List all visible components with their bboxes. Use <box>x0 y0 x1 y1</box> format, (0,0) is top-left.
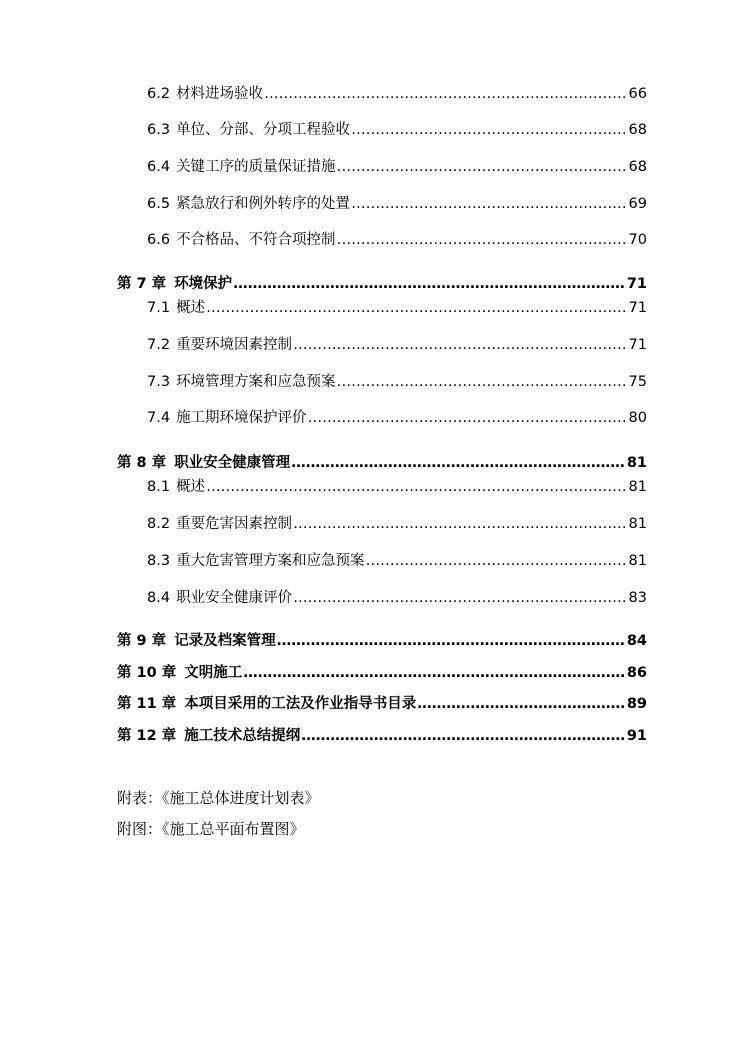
toc-entry-number: 6.6 <box>147 232 171 248</box>
toc-entry-page: 68 <box>628 122 647 138</box>
toc-chapter-entry[interactable] <box>117 697 647 712</box>
toc-entry-title: 重要危害因素控制 <box>176 516 293 532</box>
toc-entry-title: 重大危害管理方案和应急预案 <box>176 553 365 569</box>
toc-entry[interactable] <box>147 517 647 532</box>
appendix-figure-reference: 附图：《施工总平面布置图》 <box>117 820 305 838</box>
toc-entry[interactable] <box>147 338 647 353</box>
toc-entry-title: 不合格品、不符合项控制 <box>176 232 336 248</box>
toc-entry-title: 施工期环境保护评价 <box>176 410 307 426</box>
toc-entry-title: 职业安全健康评价 <box>176 590 293 606</box>
toc-chapter-page: 89 <box>626 696 647 712</box>
toc-entry-page: 75 <box>628 374 647 390</box>
toc-entry[interactable] <box>147 591 647 606</box>
toc-entry-page: 80 <box>628 410 647 426</box>
toc-entry-title: 材料进场验收 <box>176 86 264 102</box>
toc-chapter-title: 环境保护 <box>174 276 233 292</box>
appendix-table-reference: 附表：《施工总体进度计划表》 <box>117 789 320 807</box>
toc-entry-number: 8.3 <box>147 553 171 569</box>
toc-chapter-title: 记录及档案管理 <box>174 633 276 649</box>
toc-chapter-title: 职业安全健康管理 <box>174 455 291 471</box>
toc-chapter-entry[interactable] <box>117 729 647 744</box>
toc-entry-number: 8.2 <box>147 516 171 532</box>
toc-entry-number: 7.2 <box>147 337 171 353</box>
toc-entry[interactable] <box>147 480 647 495</box>
toc-entry-number: 6.4 <box>147 159 171 175</box>
toc-entry-number: 8.1 <box>147 479 171 495</box>
dot-leader <box>351 123 627 138</box>
dot-leader <box>206 301 627 316</box>
dot-leader <box>301 729 626 744</box>
toc-chapter-page: 91 <box>626 728 647 744</box>
toc-entry-title: 重要环境因素控制 <box>176 337 293 353</box>
toc-chapter-entry[interactable] <box>117 277 647 292</box>
dot-leader <box>264 87 627 102</box>
toc-chapter-title: 本项目采用的工法及作业指导书目录 <box>184 696 417 712</box>
toc-chapter-title: 文明施工 <box>184 665 243 681</box>
dot-leader <box>337 375 628 390</box>
toc-entry-page: 83 <box>628 590 647 606</box>
toc-chapter-number: 第 11 章 <box>117 696 177 712</box>
dot-leader <box>337 160 628 175</box>
toc-entry-number: 7.1 <box>147 300 171 316</box>
toc-entry[interactable] <box>147 375 647 390</box>
toc-entry[interactable] <box>147 411 647 426</box>
toc-chapter-page: 84 <box>626 633 647 649</box>
toc-chapter-number: 第 10 章 <box>117 665 177 681</box>
toc-entry-page: 81 <box>628 479 647 495</box>
dot-leader <box>308 411 628 426</box>
toc-entry-number: 6.3 <box>147 122 171 138</box>
dot-leader <box>291 456 626 471</box>
toc-entry[interactable] <box>147 197 647 212</box>
toc-entry-title: 环境管理方案和应急预案 <box>176 374 336 390</box>
dot-leader <box>351 197 627 212</box>
toc-entry[interactable] <box>147 123 647 138</box>
toc-entry-number: 7.4 <box>147 410 171 426</box>
toc-entry-page: 68 <box>628 159 647 175</box>
toc-chapter-number: 第 8 章 <box>117 455 167 471</box>
toc-entry-number: 7.3 <box>147 374 171 390</box>
toc-entry-number: 6.5 <box>147 196 171 212</box>
toc-entry-page: 71 <box>628 300 647 316</box>
toc-entry-title: 关键工序的质量保证措施 <box>176 159 336 175</box>
toc-entry-page: 81 <box>628 553 647 569</box>
toc-chapter-number: 第 12 章 <box>117 728 177 744</box>
dot-leader <box>293 517 627 532</box>
dot-leader <box>417 697 626 712</box>
dot-leader <box>293 338 627 353</box>
toc-entry[interactable] <box>147 87 647 102</box>
toc-entry-number: 6.2 <box>147 86 171 102</box>
toc-chapter-entry[interactable] <box>117 634 647 649</box>
toc-chapter-page: 71 <box>626 276 647 292</box>
toc-entry[interactable] <box>147 301 647 316</box>
toc-chapter-number: 第 9 章 <box>117 633 167 649</box>
dot-leader <box>293 591 627 606</box>
toc-entry-title: 单位、分部、分项工程验收 <box>176 122 351 138</box>
toc-entry-page: 81 <box>628 516 647 532</box>
toc-entry-number: 8.4 <box>147 590 171 606</box>
toc-entry-page: 70 <box>628 232 647 248</box>
dot-leader <box>277 634 626 649</box>
dot-leader <box>337 233 628 248</box>
toc-chapter-page: 86 <box>626 665 647 681</box>
toc-entry[interactable] <box>147 160 647 175</box>
toc-chapter-number: 第 7 章 <box>117 276 167 292</box>
dot-leader <box>206 480 627 495</box>
toc-entry-page: 69 <box>628 196 647 212</box>
dot-leader <box>243 666 626 681</box>
toc-chapter-title: 施工技术总结提纲 <box>184 728 301 744</box>
dot-leader <box>233 277 626 292</box>
toc-entry-page: 71 <box>628 337 647 353</box>
toc-chapter-entry[interactable] <box>117 456 647 471</box>
toc-entry[interactable] <box>147 233 647 248</box>
toc-entry[interactable] <box>147 554 647 569</box>
toc-chapter-entry[interactable] <box>117 666 647 681</box>
toc-entry-title: 紧急放行和例外转序的处置 <box>176 196 351 212</box>
dot-leader <box>366 554 628 569</box>
toc-entry-title: 概述 <box>176 300 206 316</box>
toc-chapter-page: 81 <box>626 455 647 471</box>
toc-entry-title: 概述 <box>176 479 206 495</box>
toc-entry-page: 66 <box>628 86 647 102</box>
